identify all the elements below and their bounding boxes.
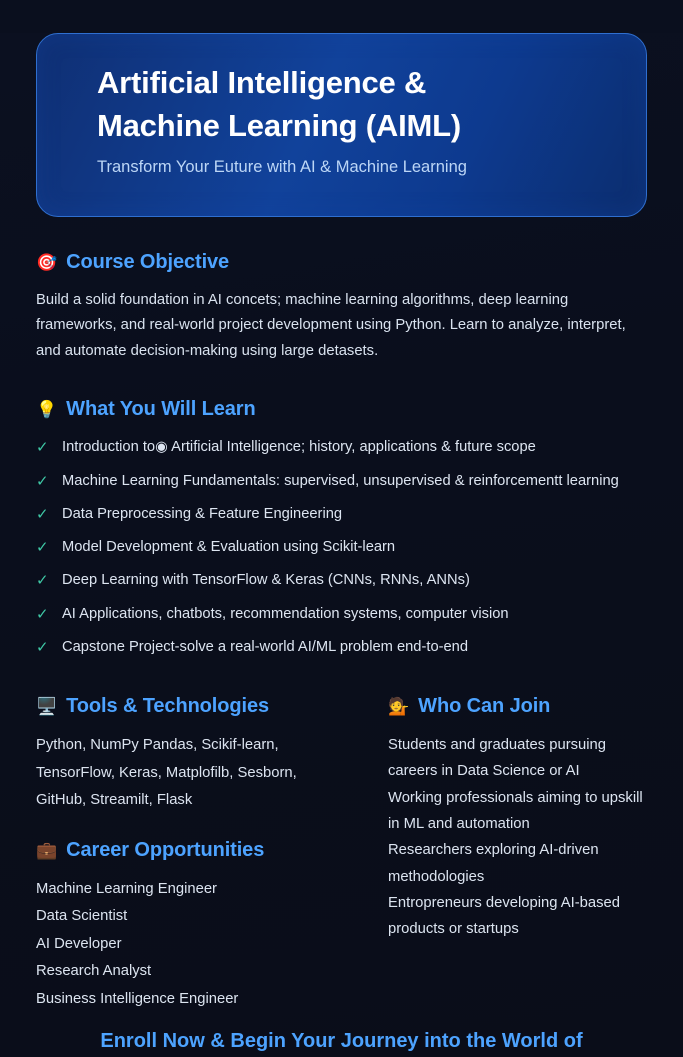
- course-objective-body: Build a solid foundation in AI concets; machine learning algorithms, deep learning frameworks, and real-world project development using Python. Learn to analyze, interpret, and automate decision-making using large detasets.: [36, 292, 626, 359]
- tools-line: GitHub, Streamilt, Flask: [36, 792, 193, 809]
- career-opportunities-title: Career Opportunities: [66, 838, 265, 861]
- check-icon: ✓: [36, 539, 49, 557]
- enroll-cta-text: Enroll Now & Begin Your Journey into the World of: [100, 1030, 583, 1052]
- what-you-will-learn-title: What You Will Learn: [66, 398, 256, 421]
- who-line: Students and graduates pursuing careers in Data Science or AI: [388, 737, 607, 780]
- section-heading-what-you-will-learn: [36, 398, 647, 421]
- career-line: AI Developer: [36, 935, 122, 952]
- list-item-label: Introduction to◉ Artificial Intelligence; history, applications & future scope: [62, 439, 536, 456]
- career-line: Business Intelligence Engineer: [36, 990, 239, 1007]
- learning-outcomes-list: [36, 436, 647, 659]
- list-item: [36, 569, 647, 592]
- page-subtitle: Transform Your Euture with AI & Machine Learning: [97, 157, 467, 176]
- list-item-label: Model Development & Evaluation using Scikit-learn: [62, 539, 396, 556]
- check-icon: ✓: [36, 505, 49, 523]
- check-icon: ✓: [36, 572, 49, 590]
- career-line: Research Analyst: [36, 963, 152, 980]
- who-line: Entropreneurs developing AI-based products or startups: [388, 895, 620, 938]
- list-item-label: Capstone Project-solve a real-world AI/ML problem end-to-end: [62, 638, 469, 655]
- who-line: Researchers exploring AI-driven methodologies: [388, 842, 599, 885]
- page-root: [0, 33, 683, 1057]
- course-objective-title: Course Objective: [66, 251, 230, 273]
- dartboard-icon: 🎯: [36, 253, 58, 272]
- computer-icon: 🖥️: [36, 697, 58, 717]
- check-icon: ✓: [36, 638, 49, 656]
- page-title-line-2: Machine Learning (AIML): [97, 107, 461, 143]
- career-line: Data Scientist: [36, 908, 128, 925]
- two-column-area: [36, 669, 647, 1013]
- list-item: [36, 503, 647, 526]
- section-heading-tools-technologies: [36, 695, 388, 718]
- section-heading-who-can-join: [388, 695, 647, 718]
- list-item: [36, 536, 647, 559]
- section-heading-course-objective: [36, 251, 647, 274]
- check-icon: ✓: [36, 605, 49, 623]
- tools-line: Python, NumPy Pandas, Scikif-learn,: [36, 737, 279, 754]
- tools-line: TensorFlow, Keras, Matplofilb, Sesborn,: [36, 764, 297, 781]
- who-line: Working professionals aiming to upskill in ML and automation: [388, 789, 643, 833]
- list-item: [36, 436, 647, 459]
- briefcase-icon: 💼: [36, 840, 58, 860]
- lightbulb-icon: 💡: [36, 400, 58, 420]
- hero-banner: [36, 33, 647, 217]
- career-opportunities-body: [36, 876, 388, 1014]
- right-column: [388, 669, 647, 1013]
- section-heading-career-opportunities: [36, 839, 388, 862]
- list-item: [36, 470, 647, 493]
- career-line: Machine Learning Engineer: [36, 880, 217, 897]
- list-item-label: AI Applications, chatbots, recommendation systems, computer vision: [62, 605, 509, 622]
- left-column: [36, 669, 388, 1013]
- list-item: [36, 603, 647, 626]
- check-icon: ✓: [36, 439, 49, 457]
- person-icon: 💁: [388, 697, 410, 717]
- check-icon: ✓: [36, 472, 49, 490]
- tools-technologies-title: Tools & Technologies: [66, 695, 269, 718]
- who-can-join-title: Who Can Join: [418, 695, 551, 718]
- page-title-line-1: Artificial Intelligence &: [97, 65, 427, 100]
- list-item-label: Data Preprocessing & Feature Engineering: [62, 505, 343, 522]
- page-title: [97, 62, 616, 148]
- list-item-label: Deep Learning with TensorFlow & Keras (CNNs, RNNs, ANNs): [62, 572, 470, 589]
- tools-technologies-body: [36, 732, 388, 815]
- list-item-label: Machine Learning Fundamentals: supervised, unsupervised & reinforcementt learning: [62, 472, 619, 489]
- list-item: [36, 636, 647, 659]
- who-can-join-body: [388, 732, 647, 943]
